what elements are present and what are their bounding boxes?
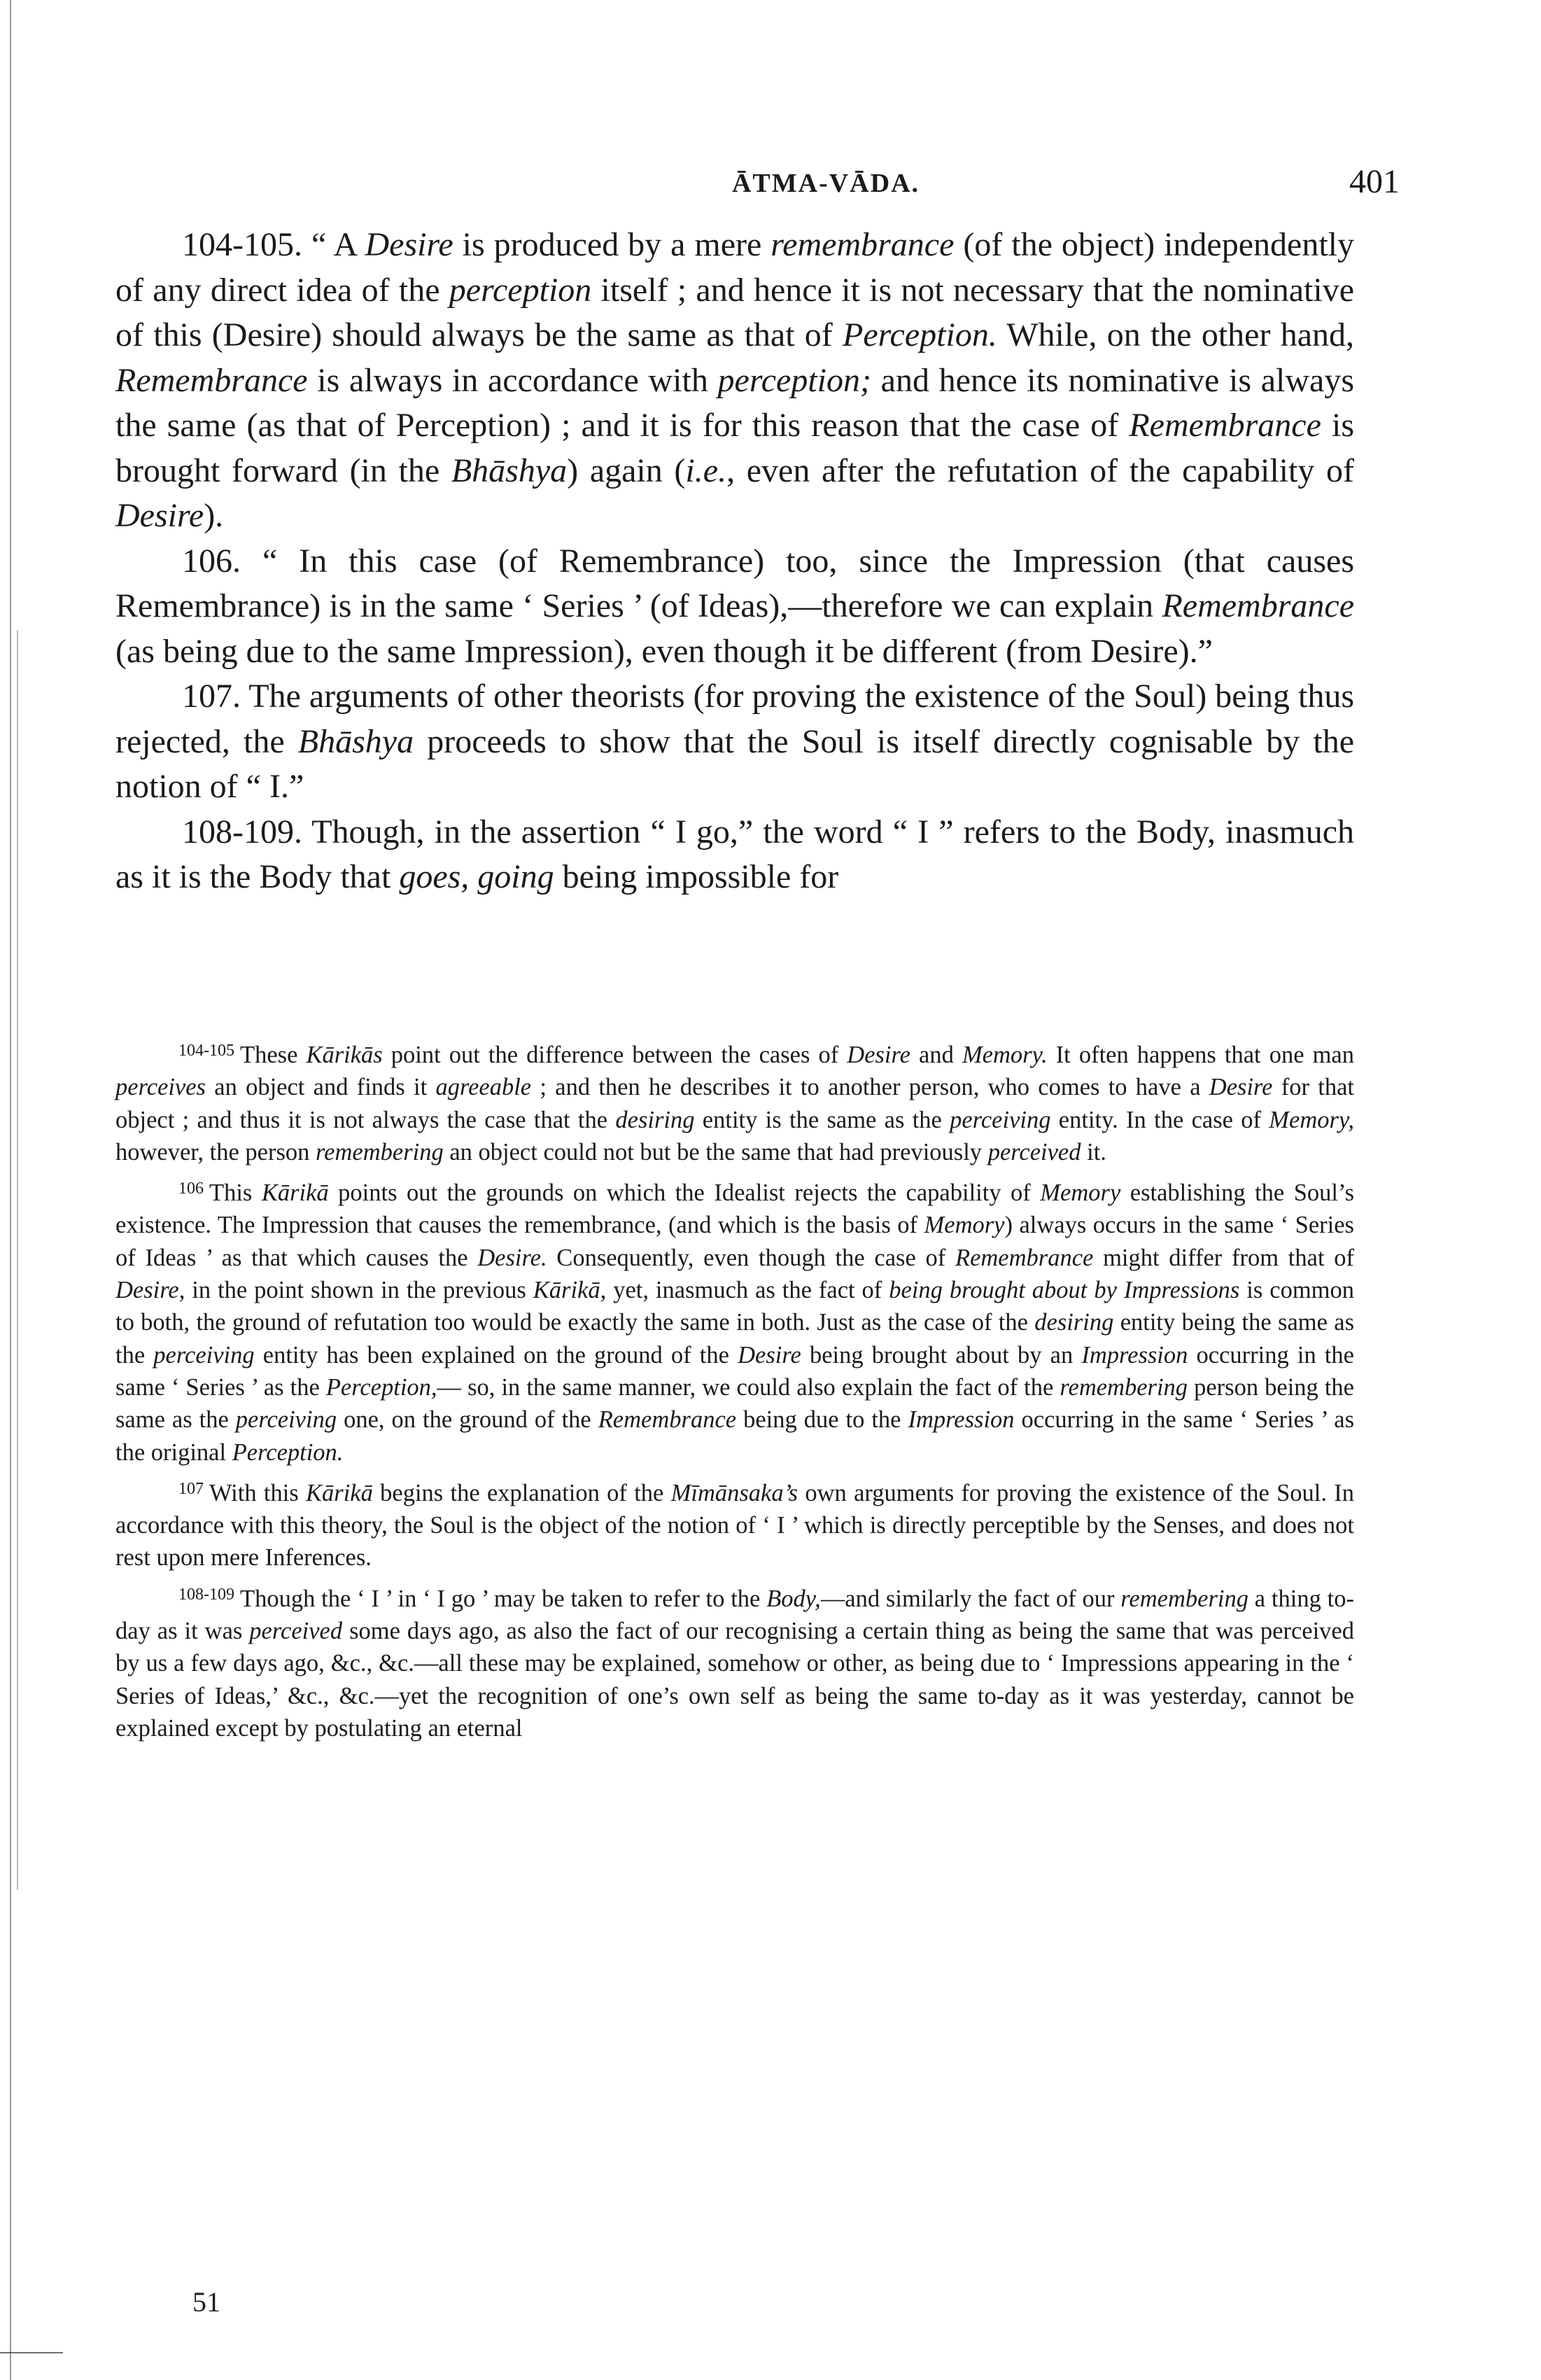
footnote-104-105: $^{104-105}$ These Kārikās point out the difference between the cases of Desire and Memory. It often happens that one man perceives an object and finds it agreeable ; and then he describes it to another person, who comes to have a Desire for that object ; and thus it is not always the case that the desiring entity is the same as the perceiving entity. In the case of Memory, however, the person remembering an object could not but be the same that had previously perceived it. — [115, 1042, 1355, 1166]
running-head — [0, 163, 1541, 210]
main-text — [115, 223, 1354, 900]
paragraph-104-105: 104-105. “ A Desire is produced by a mere remembrance (of the object) independently of any direct idea of the perception itself ; and hence it is not necessary that the nominative of this (Desire) should always be the same as that of Perception. While, on the other hand, Remembrance is always in accordance with perception; and hence its nominative is always the same (as that of Perception) ; and it is for this reason that the case of Remembrance is brought forward (in the Bhāshya) again (i.e., even after the refutation of the capability of Desire). — [115, 226, 1355, 534]
signature-mark: 51 — [192, 2286, 220, 2318]
page-number: 401 — [1349, 163, 1400, 200]
scan-bottom-mark — [0, 2352, 63, 2353]
scan-edge — [0, 0, 11, 2380]
scan-margin-line — [17, 630, 18, 1890]
paragraph-106: 106. “ In this case (of Remembrance) too, since the Impression (that causes Remembrance) is in the same ‘ Series ’ (of Ideas),—therefore we can explain Remembrance (as being due to the same Impression), even though it be different (from Desire).” — [115, 542, 1354, 670]
footnote-108-109: $^{108-109}$ Though the ‘ I ’ in ‘ I go ’ may be taken to refer to the Body,—and similarly the fact of our remembering a thing to-day as it was perceived some days ago, as also the fact of our recognising a certain thing as being the same that was perceived by us a few days ago, &c., &c.—all these may be explained, somehow or other, as being due to ‘ Impressions appearing in the ‘ Series of Ideas,’ &c., &c.—yet the recognition of one’s own self as being the same to-day as it was yesterday, cannot be explained except by postulating an eternal — [115, 1585, 1354, 1742]
footnote-106: $^{106}$ This Kārikā points out the grounds on which the Idealist rejects the capability of Memory establishing the Soul’s existence. The Impression that causes the remembrance, (and which is the basis of Memory) always occurs in the same ‘ Series of Ideas ’ as that which causes the Desire. Consequently, even though the case of Remembrance might differ from that of Desire, in the point shown in the previous Kārikā, yet, inasmuch as the fact of being brought about by Impressions is common to both, the ground of refutation too would be exactly the same in both. Just as the case of the desiring entity being the same as the perceiving entity has been explained on the ground of the Desire being brought about by an Impression occurring in the same ‘ Series ’ as the Perception,— so, in the same manner, we could also explain the fact of the remembering person being the same as the perceiving one, on the ground of the Remembrance being due to the Impression occurring in the same ‘ Series ’ as the original Perception. — [115, 1180, 1355, 1466]
paragraph-107: 107. The arguments of other theorists (for proving the existence of the Soul) being thus rejected, the Bhāshya proceeds to show that the Soul is itself directly cognisable by the notion of “ I.” — [115, 678, 1355, 805]
footnotes — [115, 1035, 1354, 1744]
running-title: ĀTMA-VĀDA. — [731, 169, 920, 198]
paragraph-108-109: 108-109. Though, in the assertion “ I go,” the word “ I ” refers to the Body, inasmuch as it is the Body that goes, going being impossible for — [115, 813, 1354, 895]
footnote-107: $^{107}$ With this Kārikā begins the explanation of the Mīmānsaka’s own arguments for proving the existence of the Soul. In accordance with this theory, the Soul is the object of the notion of ‘ I ’ which is directly perceptible by the Senses, and does not rest upon mere Inferences. — [115, 1479, 1355, 1572]
